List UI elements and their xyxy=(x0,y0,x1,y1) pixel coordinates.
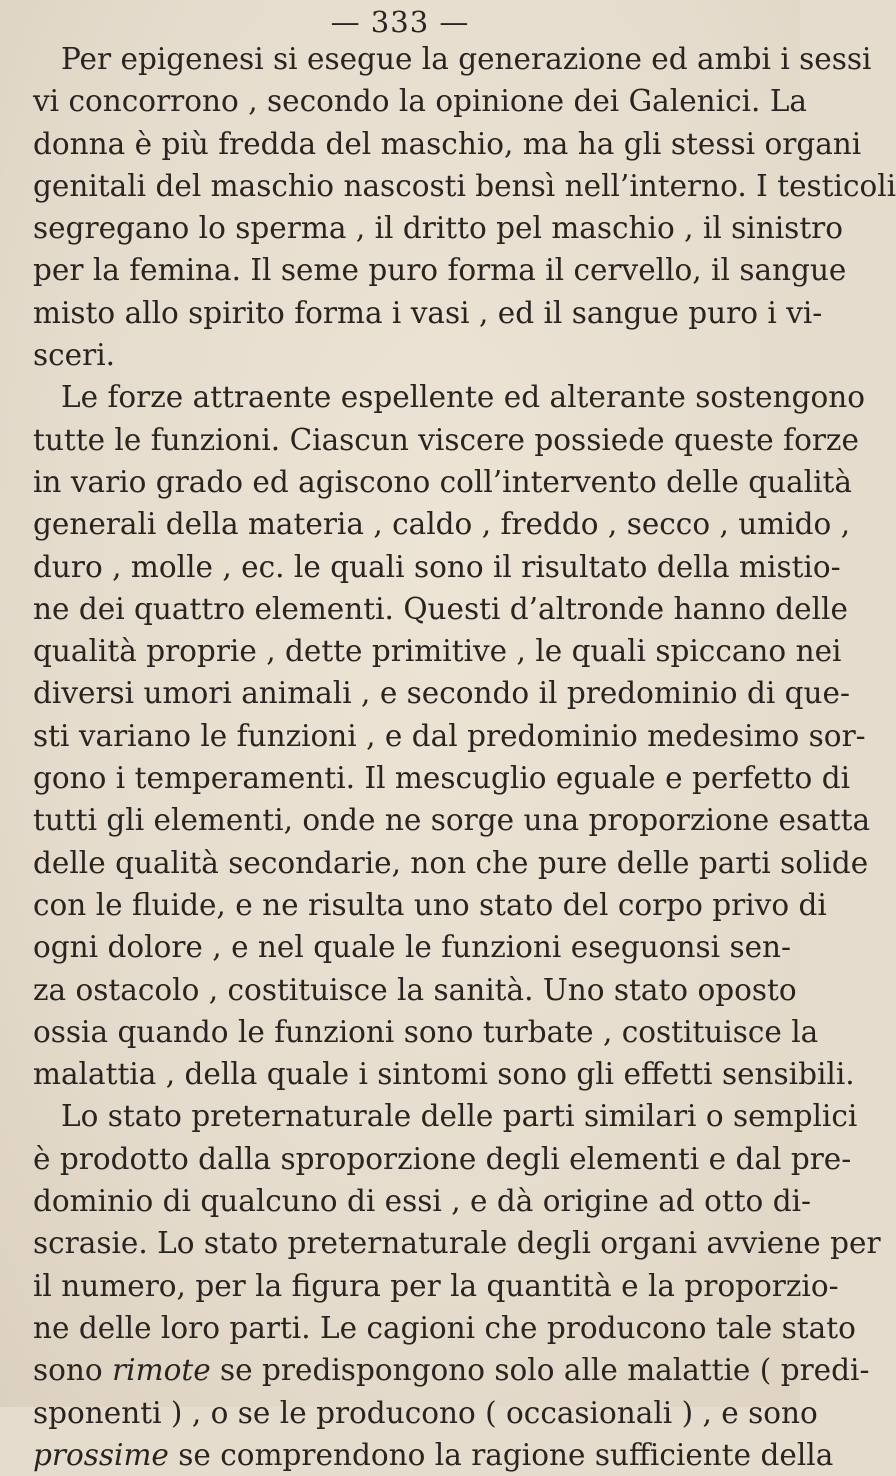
text-line: tutti gli elementi, onde ne sorge una proporzione esatta xyxy=(33,803,871,838)
text-line: per la femina. Il seme puro forma il cervello, il sangue xyxy=(33,253,847,288)
text-line: scrasie. Lo stato preternaturale degli organi avviene per xyxy=(33,1226,881,1261)
text-line: sceri. xyxy=(33,338,116,373)
text-line: ne dei quattro elementi. Questi d’altronde hanno delle xyxy=(33,591,848,626)
text-line: prossime se comprendono la ragione sufficiente della xyxy=(33,1437,834,1472)
text-line: Per epigenesi si esegue la generazione ed ambi i sessi xyxy=(61,42,872,76)
text-line: donna è più fredda del maschio, ma ha gli stessi organi xyxy=(33,126,862,161)
text-line: sono rimote se predispongono solo alle malattie ( predi- xyxy=(33,1353,870,1388)
text-line: vi concorrono , secondo la opinione dei Galenici. La xyxy=(33,84,808,119)
italic-word: rimote xyxy=(112,1353,211,1388)
page-number: — 333 — xyxy=(330,5,470,39)
text-line: ne delle loro parti. Le cagioni che producono tale stato xyxy=(33,1310,856,1345)
italic-word: prossime xyxy=(33,1437,169,1472)
text-line: il numero, per la figura per la quantità e la proporzio- xyxy=(33,1268,839,1303)
text-line: malattia , della quale i sintomi sono gli effetti sensibili. xyxy=(33,1057,855,1092)
text-line: tutte le funzioni. Ciascun viscere possiede queste forze xyxy=(33,422,859,457)
text-line: sponenti ) , o se le producono ( occasionali ) , e sono xyxy=(33,1395,818,1430)
text-line: za ostacolo , costituisce la sanità. Uno stato oposto xyxy=(33,972,797,1007)
text-line: ogni dolore , e nel quale le funzioni eseguonsi sen- xyxy=(33,930,792,965)
text-line: misto allo spirito forma i vasi , ed il sangue puro i vi- xyxy=(33,295,823,330)
body-text xyxy=(33,38,896,1476)
text-line: diversi umori animali , e secondo il predominio di que- xyxy=(33,676,850,711)
text-line: è prodotto dalla sproporzione degli elementi e dal pre- xyxy=(33,1141,852,1176)
text-line: generali della materia , caldo , freddo , secco , umido , xyxy=(33,507,851,542)
text-line: ossia quando le funzioni sono turbate , costituisce la xyxy=(33,1014,819,1049)
text-line: segregano lo sperma , il dritto pel maschio , il sinistro xyxy=(33,211,844,246)
text-line: Lo stato preternaturale delle parti similari o semplici xyxy=(61,1099,858,1134)
text-line: Le forze attraente espellente ed alterante sostengono xyxy=(61,380,865,415)
text-line: dominio di qualcuno di essi , e dà origine ad otto di- xyxy=(33,1184,811,1219)
text-line: con le fluide, e ne risulta uno stato del corpo privo di xyxy=(33,887,827,922)
text-line: sti variano le funzioni , e dal predominio medesimo sor- xyxy=(33,718,866,753)
text-line: in vario grado ed agiscono coll’intervento delle qualità xyxy=(33,464,852,499)
text-line: genitali del maschio nascosti bensì nell’interno. I testicoli xyxy=(33,168,896,203)
text-line: duro , molle , ec. le quali sono il risultato della mistio- xyxy=(33,549,841,584)
text-line: gono i temperamenti. Il mescuglio eguale e perfetto di xyxy=(33,761,851,796)
text-line: delle qualità secondarie, non che pure delle parti solide xyxy=(33,845,869,880)
text-line: qualità proprie , dette primitive , le quali spiccano nei xyxy=(33,634,842,669)
